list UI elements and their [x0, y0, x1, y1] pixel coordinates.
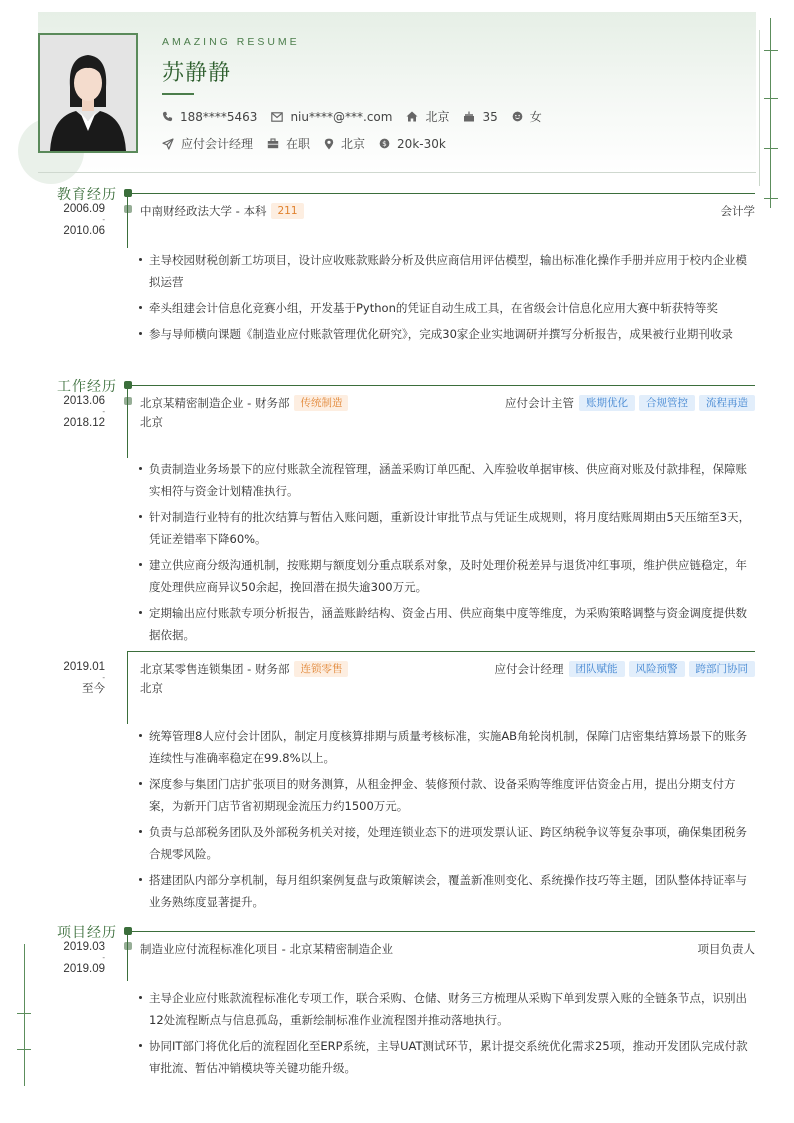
candidate-name: 苏静静 [162, 61, 232, 86]
work-section-title: 工作经历 [57, 379, 117, 395]
list-item: 针对制造行业特有的批次结算与暂估入账问题，重新设计审批节点与凭证生成规则，将月度结账周期由5天压缩至3天，凭证差错率下降60%。 [137, 506, 755, 550]
contact-phone [162, 110, 257, 124]
profile-photo [38, 33, 138, 153]
contact-row [162, 108, 556, 125]
work-2-skill-tag: 风险预警 [629, 661, 685, 677]
education-major: 会计学 [720, 204, 755, 218]
gender-icon [512, 111, 523, 122]
work-2-company: 北京某零售连锁集团 - 财务部 [140, 662, 290, 676]
education-timeline [127, 193, 128, 248]
left-decoration-tick [17, 1013, 31, 1014]
contact-gender-text: 女 [529, 110, 542, 124]
education-section-line [128, 193, 755, 194]
list-item: 主导企业应付账款流程标准化专项工作，联合采购、仓储、财务三方梳理从采购下单到发票入账的全链条节点，识别出12处流程断点与信息孤岛，重新绘制标准作业流程图并推动落地执行。 [137, 987, 755, 1031]
intent-city [324, 135, 365, 152]
work-1-bullets [137, 458, 755, 650]
project-start-date: 2019.03 [63, 941, 105, 953]
contact-email-text: niu****@***.com [290, 109, 393, 124]
intent-position [162, 135, 253, 152]
right-decoration-tick [764, 98, 778, 99]
work-2-header [140, 661, 755, 677]
education-tag: 211 [271, 203, 303, 219]
project-date-range [38, 940, 105, 976]
project-name: 制造业应付流程标准化项目 - 北京某精密制造企业 [140, 942, 393, 956]
work-item-marker [124, 397, 132, 405]
salary-icon [379, 138, 390, 149]
right-decoration-tick [764, 148, 778, 149]
education-start-date: 2006.09 [63, 203, 105, 215]
projects-section-line [128, 931, 755, 932]
project-end-date: 2019.09 [63, 963, 105, 975]
work-1-role-group [505, 395, 755, 411]
list-item: 统筹管理8人应付会计团队，制定月度核算排期与质量考核标准，实施AB角轮岗机制，保障门店密集结算场景下的账务连续性与准确率稳定在99.8%以上。 [137, 725, 755, 769]
brand-label: AMAZING RESUME [162, 36, 300, 48]
work-1-start-date: 2013.06 [63, 395, 105, 407]
location-pin-icon [324, 138, 334, 150]
project-header [140, 941, 755, 957]
right-decoration-tick [764, 198, 778, 199]
list-item: 负责与总部税务团队及外部税务机关对接，处理连锁业态下的进项发票认证、跨区纳税争议等复杂事项，确保集团税务合规零风险。 [137, 821, 755, 865]
contact-city [406, 108, 449, 125]
work-timeline [127, 385, 128, 458]
cake-icon [463, 111, 475, 122]
work-2-top-line [127, 651, 755, 652]
svg-text:$: $ [382, 139, 387, 149]
mail-icon [271, 112, 283, 122]
list-item: 定期输出应付账款专项分析报告，涵盖账龄结构、资金占用、供应商集中度等维度，为采购策略调整与资金调度提供数据依据。 [137, 602, 755, 646]
right-decoration-line [770, 18, 771, 208]
right-decoration-line-light [759, 30, 760, 186]
education-section-marker [124, 189, 132, 197]
intent-status [267, 135, 310, 152]
contact-age [463, 110, 497, 124]
contact-email [271, 110, 392, 124]
intent-status-text: 在职 [286, 137, 311, 151]
work-1-industry-tag: 传统制造 [294, 395, 348, 411]
work-section-marker [124, 381, 132, 389]
work-1-skill-tag: 合规管控 [639, 395, 695, 411]
home-icon [406, 111, 418, 122]
contact-phone-text: 188****5463 [180, 109, 258, 124]
work-2-industry-tag: 连锁零售 [294, 661, 348, 677]
work-section-line [128, 385, 755, 386]
work-1-role: 应付会计主管 [505, 396, 574, 410]
education-school: 中南财经政法大学 - 本科 [140, 204, 267, 218]
left-decoration-line [24, 944, 25, 1086]
work-2-role: 应付会计经理 [494, 662, 564, 676]
projects-section-title: 项目经历 [57, 925, 117, 941]
work-2-bullets [137, 725, 755, 917]
intent-position-text: 应付会计经理 [181, 137, 254, 151]
contact-age-text: 35 [482, 109, 498, 124]
work-2-date-range [38, 660, 105, 696]
work-1-skill-tag: 流程再造 [699, 395, 755, 411]
list-item: 搭建团队内部分享机制，每月组织案例复盘与政策解读会，覆盖新准则变化、系统操作技巧等主题，团队整体持证率与业务熟练度显著提升。 [137, 869, 755, 913]
projects-timeline [127, 931, 128, 981]
work-2-date-dash: - [102, 673, 105, 682]
work-1-company: 北京某精密制造企业 - 财务部 [140, 396, 290, 410]
intent-row [162, 135, 460, 152]
list-item: 建立供应商分级沟通机制，按账期与额度划分重点联系对象，及时处理价税差异与退货冲红事项，维护供应链稳定，年度处理供应商异议50余起，挽回潜在损失逾300万元。 [137, 554, 755, 598]
work-1-end-date: 2018.12 [63, 417, 105, 429]
intent-salary-text: 20k-30k [397, 136, 446, 151]
work-1-skill-tag: 账期优化 [579, 395, 635, 411]
intent-city-text: 北京 [341, 137, 366, 151]
work-2-end-date: 至今 [82, 683, 105, 695]
project-role: 项目负责人 [697, 942, 755, 956]
list-item: 牵头组建会计信息化竞赛小组，开发基于Python的凭证自动生成工具，在省级会计信息化应用大赛中斩获特等奖 [137, 297, 755, 319]
right-decoration-tick [764, 50, 778, 51]
intent-salary [379, 137, 446, 151]
list-item: 参与导师横向课题《制造业应付账款管理优化研究》，完成30家企业实地调研并撰写分析报告，成果被行业期刊收录 [137, 323, 755, 345]
header-divider [38, 172, 756, 173]
phone-icon [162, 111, 173, 122]
list-item: 深度参与集团门店扩张项目的财务测算，从租金押金、装修预付款、设备采购等维度评估资金占用，提出分期支付方案，为新开门店节省初期现金流压力约1500万元。 [137, 773, 755, 817]
work-2-skill-tag: 团队赋能 [569, 661, 625, 677]
project-item-marker [124, 942, 132, 950]
work-1-date-dash: - [102, 407, 105, 416]
list-item: 负责制造业务场景下的应付账款全流程管理，涵盖采购订单匹配、入库验收单据审核、供应商对账及付款排程，保障账实相符与资金计划精准执行。 [137, 458, 755, 502]
education-item-header [140, 203, 755, 219]
name-underline [162, 93, 194, 95]
education-item-marker [124, 205, 132, 213]
education-bullets [137, 249, 755, 349]
projects-section-marker [124, 927, 132, 935]
send-icon [162, 138, 174, 150]
contact-gender [512, 108, 542, 125]
education-date-dash: - [102, 215, 105, 224]
project-bullets [137, 987, 755, 1083]
work-2-skill-tag: 跨部门协同 [689, 661, 756, 677]
work-1-city: 北京 [140, 415, 163, 429]
work-2-role-group [495, 661, 756, 677]
left-decoration-tick [17, 1049, 31, 1050]
contact-city-text: 北京 [425, 110, 450, 124]
education-section-title: 教育经历 [57, 187, 117, 203]
list-item: 主导校园财税创新工坊项目，设计应收账款账龄分析及供应商信用评估模型，输出标准化操作手册并应用于校内企业模拟运营 [137, 249, 755, 293]
list-item: 协同IT部门将优化后的流程固化至ERP系统，主导UAT测试环节，累计提交系统优化需求25项，推动开发团队完成付款审批流、暂估冲销模块等关键功能升级。 [137, 1035, 755, 1079]
work-2-timeline [127, 651, 128, 724]
education-end-date: 2010.06 [63, 225, 105, 237]
work-2-start-date: 2019.01 [63, 661, 105, 673]
briefcase-icon [267, 138, 279, 149]
work-1-header [140, 395, 755, 411]
project-date-dash: - [102, 953, 105, 962]
education-date-range [38, 202, 105, 238]
work-2-city: 北京 [140, 681, 163, 695]
work-1-date-range [38, 394, 105, 430]
